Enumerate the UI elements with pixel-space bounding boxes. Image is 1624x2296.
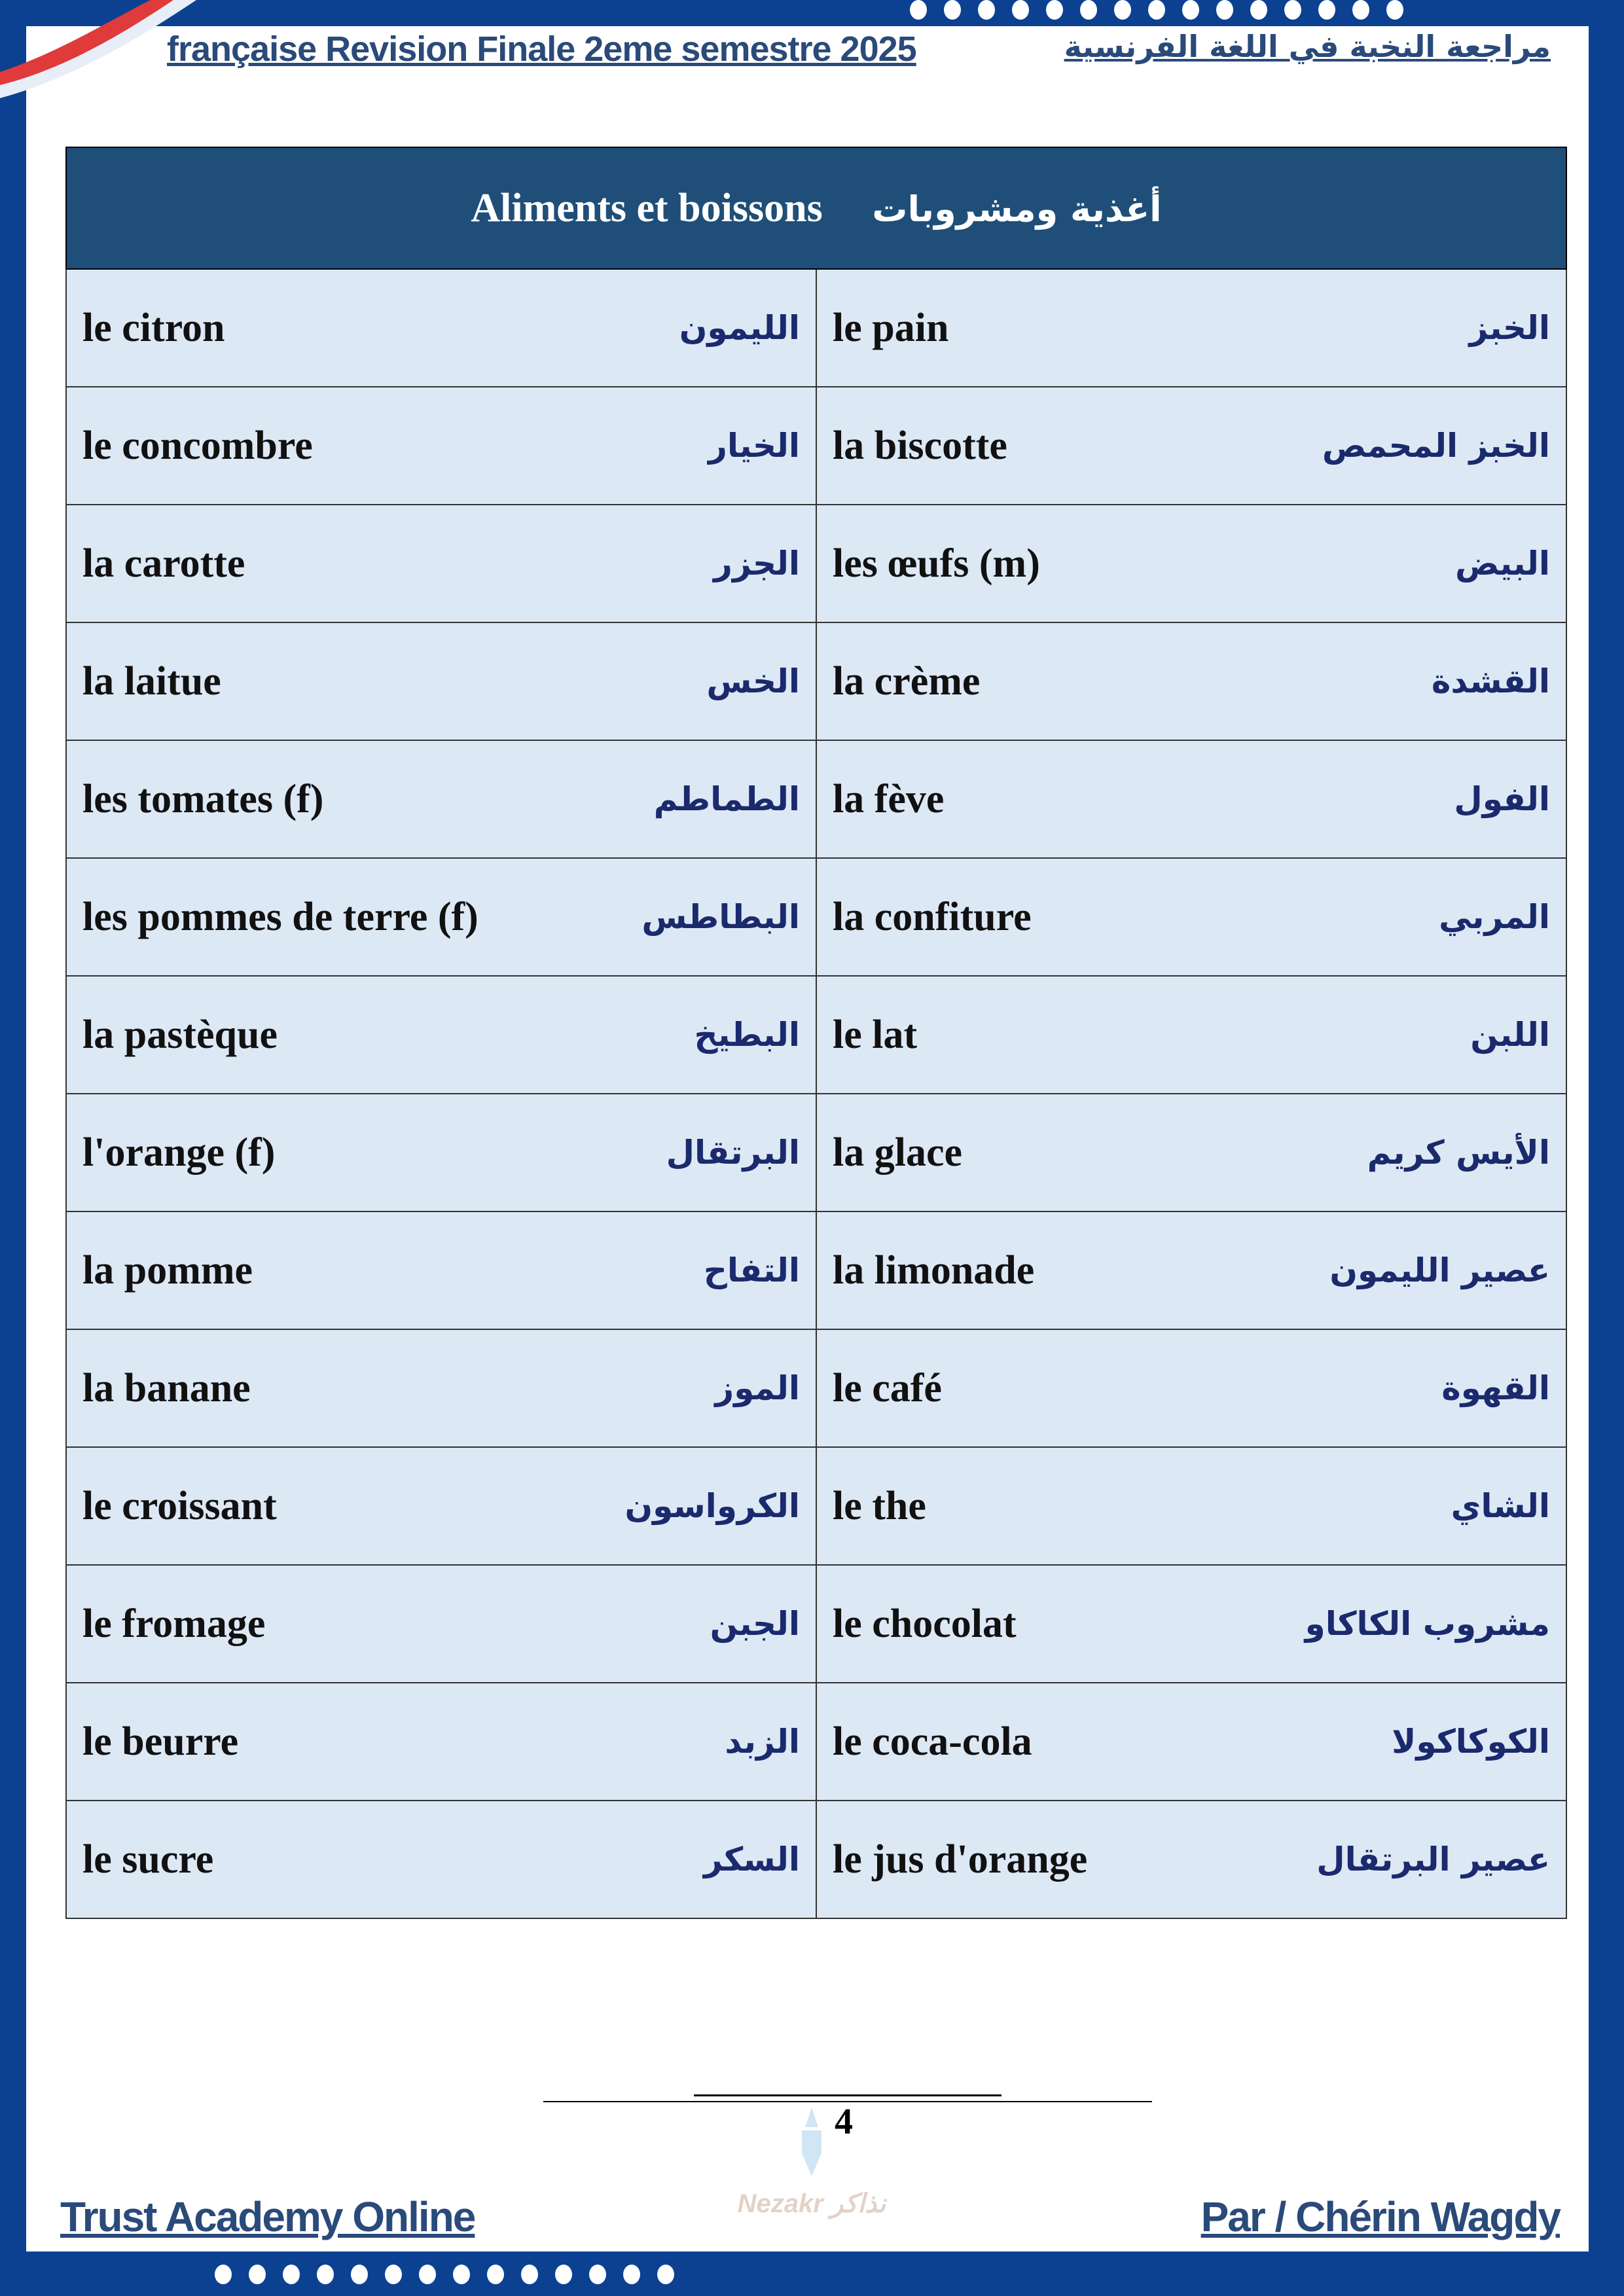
vocab-pair xyxy=(833,541,1550,587)
vocab-cell xyxy=(816,1211,1566,1329)
french-word: le lat xyxy=(833,1012,918,1057)
french-word: les pommes de terre (f) xyxy=(82,894,478,939)
french-word: la carotte xyxy=(82,541,245,586)
arabic-word: البرتقال xyxy=(666,1134,800,1172)
table-title-arabic: أغذية ومشروبات xyxy=(872,188,1162,230)
vocab-cell xyxy=(816,1801,1566,1918)
arabic-word: البطاطس xyxy=(641,898,800,936)
table-row xyxy=(66,1801,1566,1918)
vocab-cell xyxy=(66,1801,816,1918)
french-word: la crème xyxy=(833,658,981,704)
arabic-word: الخيار xyxy=(708,427,800,465)
vocab-pair xyxy=(833,1012,1550,1058)
arabic-word: عصير البرتقال xyxy=(1316,1840,1550,1878)
table-row xyxy=(66,1683,1566,1801)
vocab-cell xyxy=(66,387,816,505)
french-word: la limonade xyxy=(833,1247,1035,1293)
vocab-cell xyxy=(816,1329,1566,1447)
table-row xyxy=(66,622,1566,740)
vocab-cell xyxy=(816,1447,1566,1565)
table-row xyxy=(66,1447,1566,1565)
vocab-pair xyxy=(82,423,800,469)
french-word: le sucre xyxy=(82,1837,214,1882)
french-word: le pain xyxy=(833,305,949,350)
arabic-word: اللبن xyxy=(1470,1016,1550,1054)
vocab-pair xyxy=(833,1837,1550,1883)
arabic-word: الجبن xyxy=(710,1605,800,1643)
arabic-word: البيض xyxy=(1455,545,1550,583)
french-word: l'orange (f) xyxy=(82,1130,276,1175)
vocab-pair xyxy=(82,1483,800,1530)
vocab-pair xyxy=(82,1601,800,1647)
vocab-cell xyxy=(816,387,1566,505)
vocab-pair xyxy=(833,776,1550,823)
vocab-cell xyxy=(66,269,816,387)
table-row xyxy=(66,269,1566,387)
arabic-word: الكرواسون xyxy=(624,1487,800,1525)
arabic-word: الخبز xyxy=(1469,309,1550,347)
arabic-word: السكر xyxy=(704,1840,800,1878)
vocab-pair xyxy=(833,1130,1550,1176)
arabic-word: الجزر xyxy=(713,545,800,583)
vocab-cell xyxy=(816,505,1566,622)
vocab-cell xyxy=(66,1094,816,1211)
table-row xyxy=(66,1094,1566,1211)
arabic-word: المربي xyxy=(1439,898,1550,936)
table-row xyxy=(66,740,1566,858)
table-row xyxy=(66,505,1566,622)
vocab-pair xyxy=(833,1483,1550,1530)
arabic-word: عصير الليمون xyxy=(1329,1251,1550,1289)
french-word: les tomates (f) xyxy=(82,776,324,821)
vocab-cell xyxy=(816,740,1566,858)
arabic-word: البطيخ xyxy=(694,1016,800,1054)
french-word: le croissant xyxy=(82,1483,277,1528)
vocab-pair xyxy=(82,1130,800,1176)
table-title xyxy=(66,147,1566,269)
vocab-cell xyxy=(66,505,816,622)
arabic-word: القهوة xyxy=(1441,1369,1550,1407)
table-row xyxy=(66,858,1566,976)
french-word: le the xyxy=(833,1483,926,1528)
vocab-cell xyxy=(66,976,816,1094)
arabic-word: مشروب الكاكاو xyxy=(1305,1605,1550,1643)
french-word: la pastèque xyxy=(82,1012,278,1057)
vocab-pair xyxy=(833,1601,1550,1647)
vocab-cell xyxy=(66,1565,816,1683)
arabic-word: الموز xyxy=(715,1369,800,1407)
vocab-pair xyxy=(82,1719,800,1765)
arabic-word: الأيس كريم xyxy=(1367,1134,1550,1172)
bottom-dots-decoration xyxy=(215,2265,674,2284)
french-word: la banane xyxy=(82,1365,251,1410)
table-row xyxy=(66,976,1566,1094)
table-row xyxy=(66,1329,1566,1447)
arabic-word: الشاي xyxy=(1451,1487,1550,1525)
french-word: le fromage xyxy=(82,1601,266,1646)
page-number: 4 xyxy=(835,2102,853,2142)
french-word: la laitue xyxy=(82,658,221,704)
arabic-word: الفول xyxy=(1454,780,1550,818)
vocab-pair xyxy=(82,658,800,705)
french-word: la glace xyxy=(833,1130,962,1175)
french-word: le beurre xyxy=(82,1719,239,1764)
vocab-cell xyxy=(816,622,1566,740)
arabic-word: القشدة xyxy=(1431,662,1550,700)
vocab-pair xyxy=(833,423,1550,469)
vocab-cell xyxy=(66,622,816,740)
footer-academy: Trust Academy Online xyxy=(60,2193,475,2240)
vocab-pair xyxy=(82,1365,800,1412)
vocab-cell xyxy=(816,1683,1566,1801)
table-row xyxy=(66,1565,1566,1683)
divider xyxy=(694,2094,1001,2096)
french-word: la confiture xyxy=(833,894,1032,939)
arabic-word: الليمون xyxy=(679,309,800,347)
table-title-french: Aliments et boissons xyxy=(471,185,823,230)
header-title-french: française Revision Finale 2eme semestre 2025 xyxy=(167,29,916,69)
arabic-word: التفاح xyxy=(703,1251,800,1289)
french-word: le citron xyxy=(82,305,225,350)
footer-author: Par / Chérin Wagdy xyxy=(1200,2193,1560,2240)
french-word: le jus d'orange xyxy=(833,1837,1088,1882)
vocab-pair xyxy=(82,1012,800,1058)
vocab-cell xyxy=(66,1329,816,1447)
vocab-cell xyxy=(816,976,1566,1094)
table-row xyxy=(66,1211,1566,1329)
vocab-pair xyxy=(833,894,1550,941)
french-word: la pomme xyxy=(82,1247,253,1293)
arabic-word: الخس xyxy=(706,662,800,700)
vocab-pair xyxy=(82,541,800,587)
vocabulary-table xyxy=(65,147,1567,1919)
vocab-cell xyxy=(816,1094,1566,1211)
vocab-pair xyxy=(833,658,1550,705)
vocab-pair xyxy=(833,1719,1550,1765)
vocab-pair xyxy=(82,1247,800,1294)
vocab-pair xyxy=(82,305,800,351)
top-dots-decoration xyxy=(910,0,1403,20)
arabic-word: الخبز المحمص xyxy=(1322,427,1550,465)
arabic-word: الزبد xyxy=(725,1723,800,1761)
french-word: le coca-cola xyxy=(833,1719,1032,1764)
arabic-word: الطماطم xyxy=(653,780,800,818)
arabic-word: الكوكاكولا xyxy=(1392,1723,1550,1761)
vocab-cell xyxy=(816,1565,1566,1683)
vocab-pair xyxy=(82,894,800,941)
french-word: le chocolat xyxy=(833,1601,1017,1646)
french-word: le café xyxy=(833,1365,942,1410)
vocab-cell xyxy=(66,1211,816,1329)
table-row xyxy=(66,387,1566,505)
french-word: les œufs (m) xyxy=(833,541,1040,586)
vocab-pair xyxy=(833,1365,1550,1412)
vocab-cell xyxy=(66,740,816,858)
vocab-pair xyxy=(833,1247,1550,1294)
french-word: le concombre xyxy=(82,423,313,468)
french-word: la fève xyxy=(833,776,945,821)
vocab-cell xyxy=(816,858,1566,976)
french-word: la biscotte xyxy=(833,423,1007,468)
vocab-cell xyxy=(66,1447,816,1565)
vocab-cell xyxy=(66,858,816,976)
vocab-cell xyxy=(816,269,1566,387)
vocab-pair xyxy=(833,305,1550,351)
vocab-pair xyxy=(82,1837,800,1883)
vocab-pair xyxy=(82,776,800,823)
logo-text: Nezakr نذاكر xyxy=(737,2189,886,2218)
nezakr-logo xyxy=(720,2108,903,2219)
header-title-arabic: مراجعة النخبة في اللغة الفرنسية xyxy=(1064,29,1551,64)
vocab-cell xyxy=(66,1683,816,1801)
